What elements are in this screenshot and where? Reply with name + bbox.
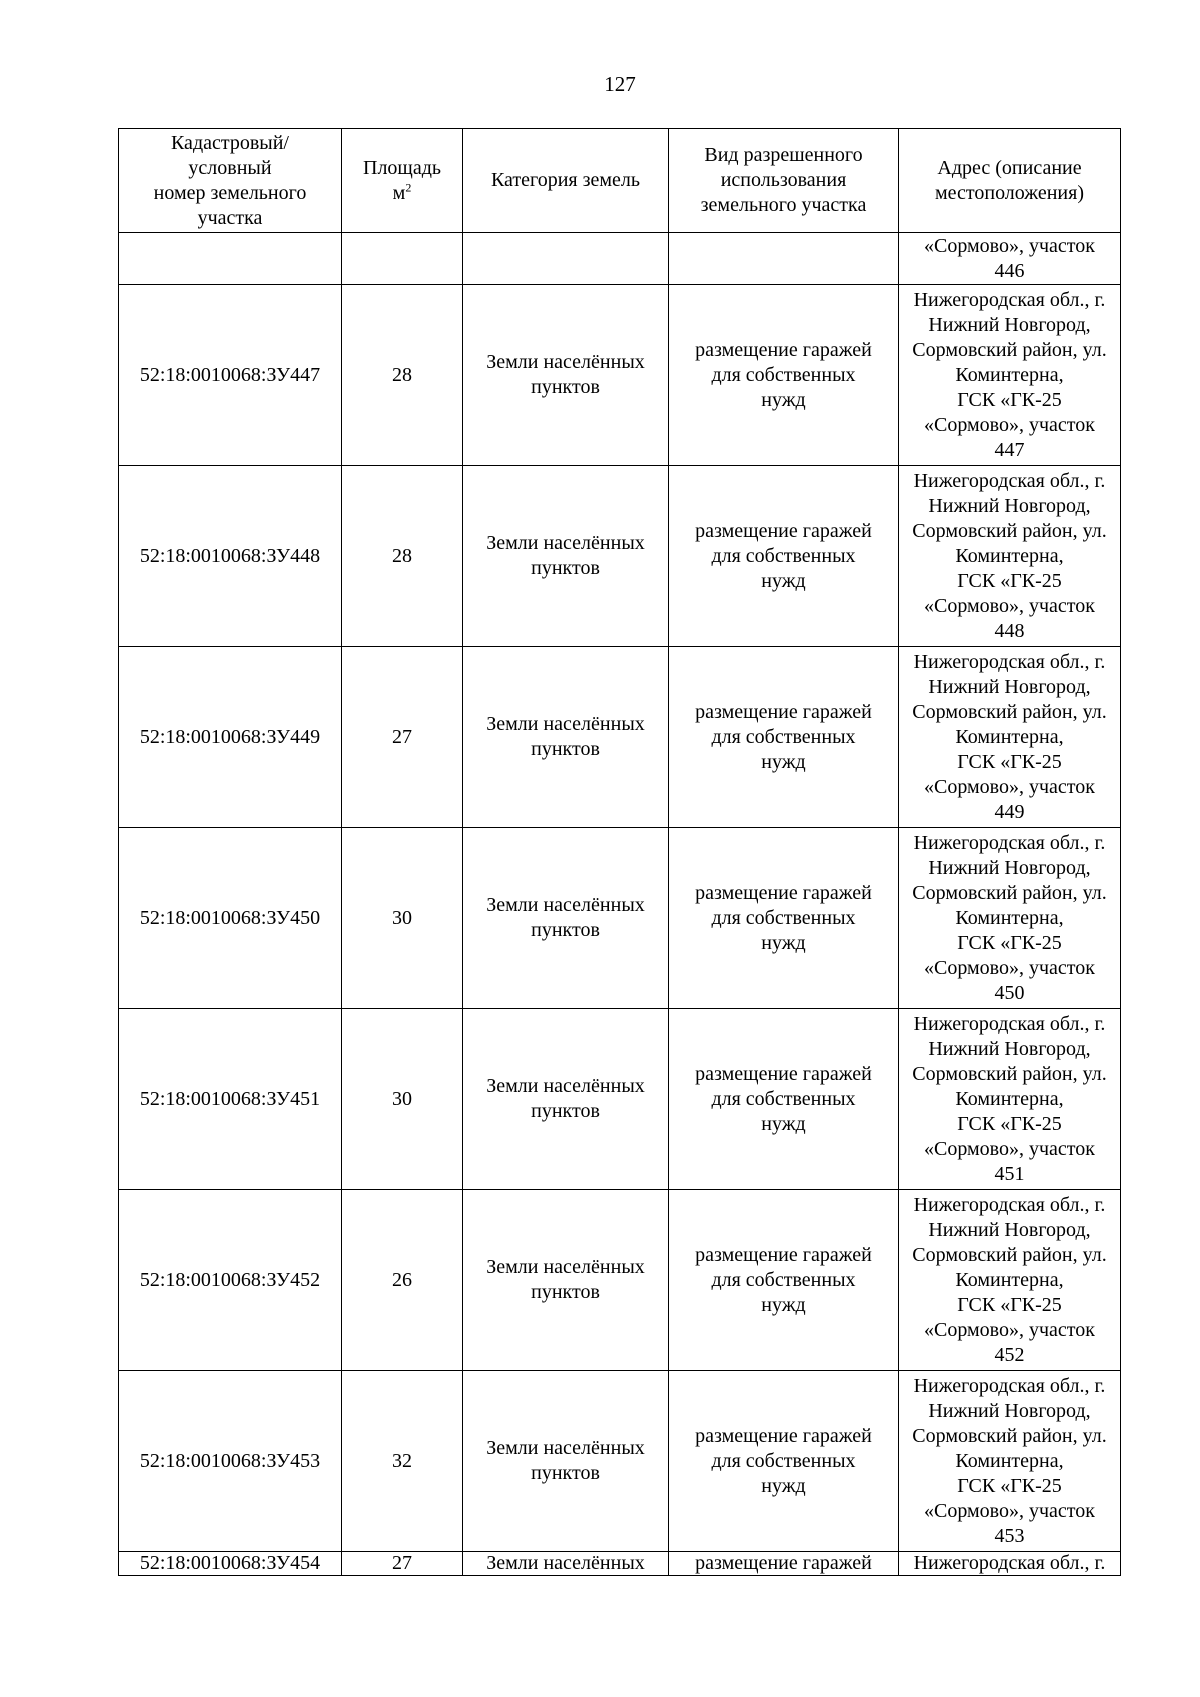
cell-cadastral: 52:18:0010068:ЗУ449 — [119, 647, 342, 828]
cell-address: Нижегородская обл., г. Нижний Новгород, Сормовский район, ул. Коминтерна, ГСК «ГК-25 «Сормово», участок 451 — [899, 1009, 1121, 1190]
table-row — [119, 1190, 1121, 1371]
cell-category — [463, 233, 669, 285]
cell-use: размещение гаражей для собственных нужд — [669, 1190, 899, 1371]
cell-category: Земли населённых — [463, 1552, 669, 1576]
cell-cadastral: 52:18:0010068:ЗУ453 — [119, 1371, 342, 1552]
table-row — [119, 466, 1121, 647]
cell-use — [669, 233, 899, 285]
cell-category: Земли населённых пунктов — [463, 647, 669, 828]
cell-use: размещение гаражей — [669, 1552, 899, 1576]
cell-cadastral: 52:18:0010068:ЗУ451 — [119, 1009, 342, 1190]
cell-use: размещение гаражей для собственных нужд — [669, 466, 899, 647]
cell-use: размещение гаражей для собственных нужд — [669, 1371, 899, 1552]
cell-use: размещение гаражей для собственных нужд — [669, 647, 899, 828]
table-row — [119, 1009, 1121, 1190]
cell-address: «Сормово», участок 446 — [899, 233, 1121, 285]
cell-area: 28 — [342, 285, 463, 466]
land-plots-table — [118, 128, 1121, 1576]
cell-category: Земли населённых пунктов — [463, 1009, 669, 1190]
cell-address: Нижегородская обл., г. — [899, 1552, 1121, 1576]
cell-address: Нижегородская обл., г. Нижний Новгород, Сормовский район, ул. Коминтерна, ГСК «ГК-25 «Сормово», участок 450 — [899, 828, 1121, 1009]
cell-address: Нижегородская обл., г. Нижний Новгород, Сормовский район, ул. Коминтерна, ГСК «ГК-25 «Сормово», участок 448 — [899, 466, 1121, 647]
cell-use: размещение гаражей для собственных нужд — [669, 1009, 899, 1190]
cell-area: 28 — [342, 466, 463, 647]
cell-area: 26 — [342, 1190, 463, 1371]
cell-address: Нижегородская обл., г. Нижний Новгород, Сормовский район, ул. Коминтерна, ГСК «ГК-25 «Сормово», участок 452 — [899, 1190, 1121, 1371]
cell-address: Нижегородская обл., г. Нижний Новгород, Сормовский район, ул. Коминтерна, ГСК «ГК-25 «Сормово», участок 449 — [899, 647, 1121, 828]
cell-area: 30 — [342, 828, 463, 1009]
cell-category: Земли населённых пунктов — [463, 285, 669, 466]
area-unit-superscript: 2 — [405, 179, 412, 194]
continuation-row — [119, 233, 1121, 285]
table-row-partial — [119, 1552, 1121, 1576]
table-header-row — [119, 129, 1121, 233]
table-row — [119, 285, 1121, 466]
cell-cadastral: 52:18:0010068:ЗУ454 — [119, 1552, 342, 1576]
cell-cadastral: 52:18:0010068:ЗУ452 — [119, 1190, 342, 1371]
header-category: Категория земель — [463, 129, 669, 233]
table-row — [119, 1371, 1121, 1552]
cell-category: Земли населённых пунктов — [463, 1371, 669, 1552]
cell-address: Нижегородская обл., г. Нижний Новгород, Сормовский район, ул. Коминтерна, ГСК «ГК-25 «Сормово», участок 447 — [899, 285, 1121, 466]
table-row — [119, 647, 1121, 828]
cell-category: Земли населённых пунктов — [463, 1190, 669, 1371]
table-row — [119, 828, 1121, 1009]
cell-address: Нижегородская обл., г. Нижний Новгород, Сормовский район, ул. Коминтерна, ГСК «ГК-25 «Сормово», участок 453 — [899, 1371, 1121, 1552]
cell-category: Земли населённых пунктов — [463, 828, 669, 1009]
cell-cadastral — [119, 233, 342, 285]
cell-category: Земли населённых пунктов — [463, 466, 669, 647]
cell-area: 32 — [342, 1371, 463, 1552]
cell-cadastral: 52:18:0010068:ЗУ450 — [119, 828, 342, 1009]
header-area: Площадь $м^2$ — [342, 129, 463, 233]
cell-use: размещение гаражей для собственных нужд — [669, 828, 899, 1009]
cell-use: размещение гаражей для собственных нужд — [669, 285, 899, 466]
header-cadastral: Кадастровый/ условный номер земельного участка — [119, 129, 342, 233]
cell-cadastral: 52:18:0010068:ЗУ448 — [119, 466, 342, 647]
header-address: Адрес (описание местоположения) — [899, 129, 1121, 233]
cell-area — [342, 233, 463, 285]
cell-area: 30 — [342, 1009, 463, 1190]
header-use: Вид разрешенного использования земельного участка — [669, 129, 899, 233]
cell-area: 27 — [342, 647, 463, 828]
cell-area: 27 — [342, 1552, 463, 1576]
page-number: 127 — [604, 72, 636, 96]
cell-cadastral: 52:18:0010068:ЗУ447 — [119, 285, 342, 466]
